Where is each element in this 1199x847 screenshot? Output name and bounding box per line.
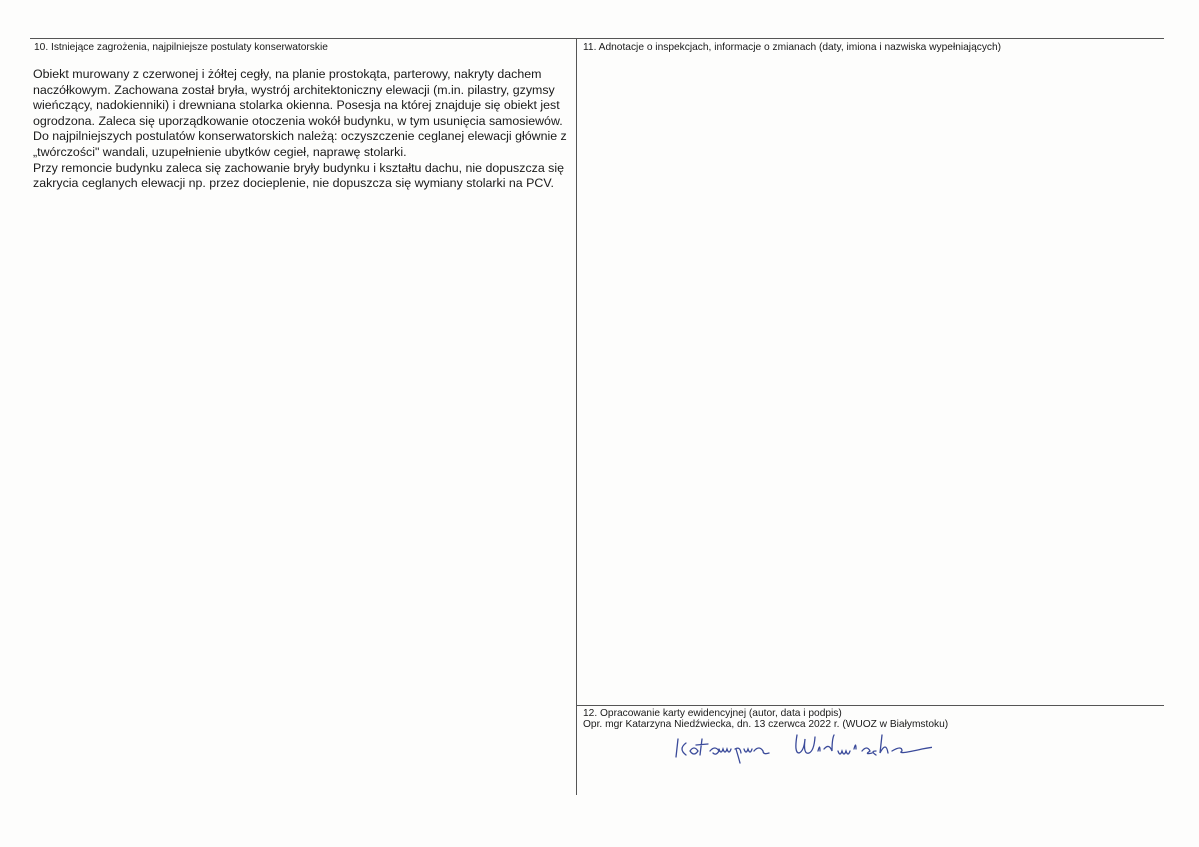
section10-body xyxy=(33,67,573,192)
section11-title: 11. Adnotacje o inspekcjach, informacje o zmianach (daty, imiona i nazwiska wypełniających) xyxy=(583,42,1002,53)
signature xyxy=(672,729,932,765)
column-divider xyxy=(576,38,577,795)
section12-title: 12. Opracowanie karty ewidencyjnej (autor, data i podpis) xyxy=(583,708,842,719)
top-border xyxy=(30,38,1164,39)
section10-paragraph: Przy remoncie budynku zaleca się zachowanie bryły budynku i kształtu dachu, nie dopuszcza się zakrycia ceglanych elewacji np. przez docieplenie, nie dopuszcza się wymiany stolarki na PCV. xyxy=(33,160,565,191)
section10-paragraph: Obiekt murowany z czerwonej i żółtej cegły, na planie prostokąta, parterowy, nakryty dachem naczółkowym. Zachowana został bryła, wystrój architektoniczny elewacji (m.in. pilastry, gzymsy wieńczący, nadokienniki) i drewniana stolarka okienna. Posesja na której znajduje się obiekt jest ogrodzona. Zaleca się uporządkowanie otoczenia wokół budynku, w tym usunięcia samosiewów. Do najpilniejszych postulatów konserwatorskich należą: oczyszczenie ceglanej elewacji głównie z „twórczości" wandali, uzupełnienie ubytków cegieł, naprawę stolarki. xyxy=(33,67,567,159)
section12-border xyxy=(576,705,1164,706)
section10-title: 10. Istniejące zagrożenia, najpilniejsze postulaty konserwatorskie xyxy=(34,42,328,53)
author-line: Opr. mgr Katarzyna Niedźwiecka, dn. 13 czerwca 2022 r. (WUOZ w Białymstoku) xyxy=(583,719,949,730)
